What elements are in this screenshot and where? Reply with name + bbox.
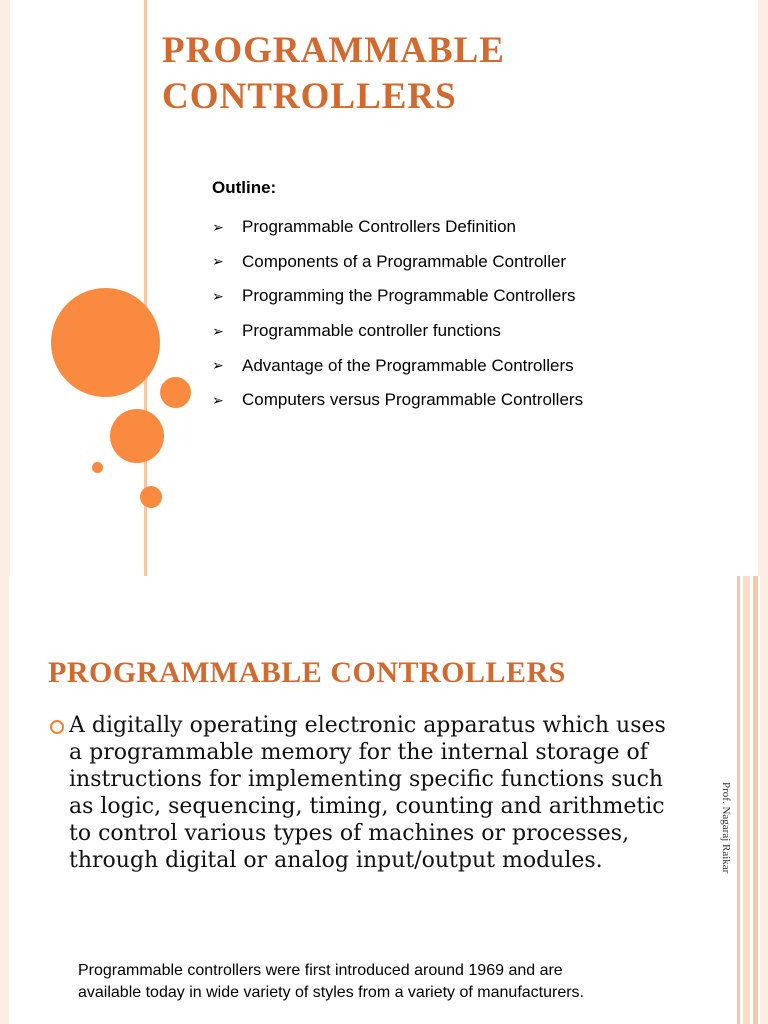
- outline-label: Outline:: [212, 178, 277, 197]
- arrow-bullet-icon: ➢: [212, 253, 224, 270]
- slide-title-line-2: CONTROLLERS: [162, 76, 457, 117]
- decorative-circle-small-2: [140, 486, 162, 508]
- outline-item: [212, 245, 583, 280]
- outline-item: [212, 314, 583, 349]
- outline-item: [212, 279, 583, 314]
- slide-title-line-1: PROGRAMMABLE: [162, 30, 505, 71]
- decorative-circle-tiny: [92, 462, 103, 473]
- arrow-bullet-icon: ➢: [212, 287, 224, 304]
- arrow-bullet-icon: ➢: [212, 322, 224, 339]
- right-border-stripe: [753, 576, 758, 1024]
- right-border-stripe: [743, 576, 750, 1024]
- outline-item-text: Advantage of the Programmable Controllers: [242, 355, 574, 375]
- right-border-stripe: [758, 0, 768, 576]
- outline-item-text: Programmable controller functions: [242, 321, 501, 341]
- right-border-stripe: [760, 576, 768, 1024]
- decorative-circle-medium: [110, 409, 164, 463]
- decorative-circle-small: [160, 377, 191, 408]
- slide-title: [162, 28, 505, 120]
- decorative-circle-large: [51, 288, 160, 397]
- outline-item-text: Components of a Programmable Controller: [242, 251, 567, 271]
- outline-item-text: Programmable Controllers Definition: [242, 217, 517, 237]
- author-credit: Prof. Nagaraj Raikar: [720, 782, 732, 874]
- slide-definition: [0, 576, 768, 1024]
- arrow-bullet-icon: ➢: [212, 357, 224, 374]
- outline-item: [212, 348, 583, 383]
- outline-item-text: Programming the Programmable Controllers: [242, 286, 576, 306]
- ring-bullet-icon: [50, 720, 64, 734]
- outline-item: [212, 383, 583, 418]
- left-border-stripe: [0, 0, 10, 576]
- arrow-bullet-icon: ➢: [212, 218, 224, 235]
- definition-text: A digitally operating electronic apparatus which uses a programmable memory for the internal storage of instructions for implementing specific functions such as logic, sequencing, timing, counting and arithmetic to control various types of machines or processes, through digital or analog input/output modules.: [69, 713, 666, 873]
- left-border-stripe: [0, 576, 9, 1024]
- arrow-bullet-icon: ➢: [212, 391, 224, 408]
- outline-item: [212, 210, 583, 245]
- outline-item-text: Computers versus Programmable Controllers: [242, 390, 584, 410]
- history-note: Programmable controllers were first introduced around 1969 and are available today in wide variety of styles from a variety of manufacturers.: [78, 962, 584, 1001]
- outline-list: [212, 210, 583, 418]
- slide-title: PROGRAMMABLE CONTROLLERS: [48, 656, 566, 689]
- right-border-stripe: [737, 576, 740, 1024]
